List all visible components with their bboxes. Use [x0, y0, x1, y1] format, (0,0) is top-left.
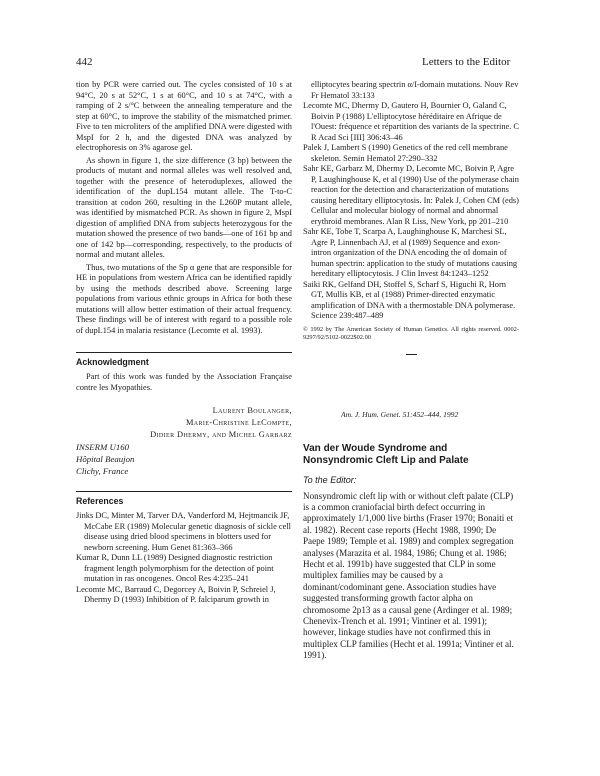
reference-item-continued: elliptocytes bearing spectrin α/I-domain mutations. Nouv Rev Fr Hematol 33:133: [311, 80, 519, 100]
author-affiliation: Hôpital Beaujon: [76, 454, 135, 464]
reference-item: Sahr KE, Garbarz M, Dhermy D, Lecomte MC, Boivin P, Agre P, Laughinghouse K, et al (1990) Use of the polymerase chain reaction for the detection and characterization of mutations causing hereditary elliptocytosis. In: Palek J, Cohen CM (eds) Cellular and molecular biology of normal and abnormal erythroid membranes. Alan R Liss, New York, pp 201–210: [303, 164, 519, 226]
acknowledgment-text: Part of this work was funded by the Association Française contre les Myopathies.: [76, 372, 292, 392]
section-divider: [76, 352, 292, 353]
reference-item: Kumar R, Dunn LL (1989) Designed diagnostic restriction fragment length polymorphism for the detection of point mutation in ras oncogenes. Oncol Res 4:235–241: [76, 553, 274, 583]
author-affiliation: Clichy, France: [76, 466, 129, 476]
body-paragraph-2: As shown in figure 1, the size difference (3 bp) between the products of mutant and normal alleles was well resolved and, together with the presence of heteroduplexes, allowed the identification of the dupL154 mutant allele. The T-to-C transition at codon 260, resulting in the L260P mutant allele, was identified by mismatched PCR. As shown in figure 2, MspI digestion of amplified DNA from subjects heterozygous for the mutation showed the presence of two bands—one of 161 bp and one of 142 bp—corresponding, respectively, to the products of normal and mutant alleles.: [76, 155, 292, 259]
copyright-notice: © 1992 by The American Society of Human Genetics. All rights reserved. 0002-9297/92/5102-0022$02.00: [303, 325, 519, 341]
article-title: Van der Woude Syndrome and Nonsyndromic Cleft Lip and Palate: [303, 442, 469, 466]
reference-list: [76, 511, 292, 606]
salutation: To the Editor:: [303, 474, 357, 485]
reference-item: Palek J, Lambert S (1990) Genetics of the red cell membrane skeleton. Semin Hematol 27:290–332: [303, 143, 508, 163]
reference-item: Lecomte MC, Barraud C, Degorcey A, Boivin P, Schreiel J, Dhermy D (1993) Inhibition of P. falciparum growth in: [76, 584, 276, 604]
acknowledgment-heading: Acknowledgment: [76, 357, 149, 367]
reference-list: [303, 80, 519, 322]
reference-item: Sahr KE, Tobe T, Scarpa A, Laughinghouse K, Marchesi SL, Agre P, Linnenbach AJ, et al (1989) Sequence and exon-intron organization of the DNA encoding the αI domain of human spectrin: application to the study of mutations causing hereditary elliptocytosis. J Clin Invest 84:1243–1252: [303, 227, 518, 278]
section-divider: [76, 491, 292, 492]
left-column: [76, 80, 292, 606]
body-paragraph-3: Thus, two mutations of the Sp α gene that are responsible for HE in populations from western Africa can be identified rapidly by using the methods described above. Screening large populations from various ethnic groups in Africa for both these mutations will allow better estimation of their actual frequency. These findings will be of interest with regard to a possible role of dupL154 in malaria resistance (Lecomte et al. 1993).: [76, 262, 292, 335]
author-affiliation: INSERM U160: [76, 442, 130, 452]
author-signature: Laurent Boulanger,: [212, 406, 292, 415]
journal-citation: Am. J. Hum. Genet. 51:452–444, 1992: [341, 409, 459, 419]
reference-item: Lecomte MC, Dhermy D, Gautero H, Bournier O, Galand C, Boivin P (1988) L'elliptocytose héréditaire en Afrique de l'Ouest: fréquence et répartition des variants de la spectrine. C R Acad Sci [III] 306:43–46: [303, 101, 520, 142]
page-number: 442: [76, 56, 93, 68]
running-head: Letters to the Editor: [422, 56, 511, 68]
author-signature: Marie-Christine LeCompte,: [185, 418, 292, 427]
author-signature: Didier Dhermy, and Michel Garbarz: [150, 430, 292, 439]
article-body: Nonsyndromic cleft lip with or without cleft palate (CLP) is a common craniofacial birth defect occurring in approximately 1/1,000 live births (Fraser 1970; Bonaiti et al. 1982). Recent case reports (Hecht 1988, 1990; De Paepe 1989; Temple et al. 1989) and complex segregation analyses (Marazita et al. 1984, 1986; Chung et al. 1986; Hecht et al. 1991b) have suggested that CLP in some multiplex families may be caused by a dominant/codominant gene. Association studies have suggested transforming growth factor alpha on chromosome 2p13 as a causal gene (Ardinger et al. 1989; Chenevix-Trench et al. 1991; Vintiner et al. 1991); however, linkage studies have not confirmed this in multiplex CLP families (Hecht et al. 1991a; Vintiner et al. 1991).: [303, 490, 514, 661]
reference-item: Saiki RK, Gelfand DH, Stoffel S, Scharf S, Higuchi R, Horn GT, Mullis KB, et al (1988) Primer-directed enzymatic amplification of DNA with a thermostable DNA polymerase. Science 239:487–489: [303, 279, 516, 320]
body-paragraph-1: tion by PCR were carried out. The cycles consisted of 10 s at 94°C, 20 s at 52°C, 1 s at 60°C, and 10 s at 74°C, with a ramping of 2 s/°C between the annealing temperature and the step at 60°C, to improve the stability of the mismatched primer. Five to ten microliters of the amplified DNA were digested with MspI for 2 h, and the digested DNA was analyzed by electrophoresis on 3% agarose gel.: [76, 80, 292, 152]
references-heading: References: [76, 496, 124, 506]
reference-item: Jinks DC, Minter M, Tarver DA, Vanderford M, Hejtmancik JF, McCabe ER (1989) Molecular genetic diagnosis of sickle cell disease using dried blood specimens in blotters used for newborn screening. Hum Genet 81:363–366: [76, 511, 291, 552]
right-column: [303, 80, 519, 662]
section-end-mark: [406, 354, 417, 355]
